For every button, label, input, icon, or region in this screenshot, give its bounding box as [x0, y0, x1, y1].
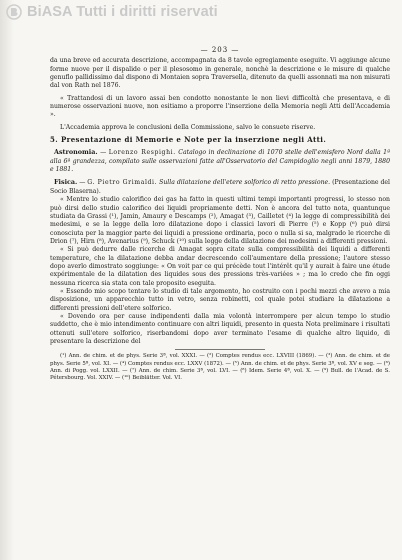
astronomia-dash: — [97, 149, 109, 157]
astronomia-author: Lorenzo Respighi. [108, 149, 176, 157]
footnotes: (¹) Ann. de chim. et de phys. Serie 3ª, vol. XXXI. — (²) Comptes rendus ecc. LXVIII (1869). — (³) Ann. de chim. et de phys. Serie 5ª, vol. XI. — (⁴) Comptes rendus ecc. LXXV (1872). — (⁵) Ann. de chim. et de phys. Serie 3ª, vol. XV e seg. — (⁶) Ann. di Pogg. vol. LXXII. — (⁷) Ann. de chim. Serie 3ª, vol. LVI. — (⁸) Idem. Serie 4ª, vol. X. — (⁹) Bull. de l'Acad. de S. Pétersbourg. Vol. XXIV. — (¹⁰) Beiblätter. Vol. VI. [50, 353, 390, 382]
entry-fisica [50, 178, 390, 196]
fisica-label: Fisica. [54, 178, 78, 187]
body-paragraph-4: « Dovendo ora per cause indipendenti dalla mia volontà interrompere per alcun tempo lo studio suddetto, che è mio intendimento continuare con altri liquidi, presento in questa Nota preliminare i risultati ottenuti sull'etere solforico, riserbandomi dopo aver terminato l'esame di qualche altro liquido, di presentare la descrizione del [50, 312, 390, 345]
entry-astronomia [50, 148, 390, 174]
body-paragraph-2: « Si può dedurre dalle ricerche di Amagat sopra citate sulla compressibilità dei liquidi a differenti temperature, che la dilatazione debba andar decrescendo coll'aumentare della pressione; l'autore stesso dopo averlo dimostrato soggiunge: « On voit par ce qui précède tout l'intérêt qu'il y aurait à faire une étude expérimentale de la dilatation des liquides sous des pressions très-variées » ; ma lo credo che fin oggi nessuna ricerca sia stata con tale proposito eseguita. [50, 246, 390, 287]
fisica-author: G. Pietro Grimaldi. [87, 179, 158, 187]
astronomia-label: Astronomia. [54, 148, 98, 157]
paragraph-commission-proposal: « Trattandosi di un lavoro assai ben condotto nonostante le non lievi difficoltà che presentava, e di numerose osservazioni nuove, non esitiamo a proporre l'inserzione della Memoria negli Atti dell'Accademia ». [50, 94, 390, 119]
fisica-presented: (Presentazione del Socio Blaserna). [50, 179, 391, 195]
body-paragraph-3: « Essendo mio scopo tentare lo studio di tale argomento, ho costruito con i pochi mezzi che avevo a mia disposizione, un apparecchio tutto in vetro, senza robinetti, col quale potei studiare la dilatazione a differenti pressioni dell'etere solforico. [50, 287, 390, 312]
fisica-dash: — [77, 179, 88, 187]
watermark-text: BiASA Tutti i diritti riservati [27, 4, 218, 20]
paragraph-approval: L'Accademia approva le conclusioni della Commissione, salvo le consuete riserve. [60, 123, 316, 131]
section-title: Presentazione di Memorie e Note per la inserzione negli Atti. [60, 135, 327, 145]
section-heading [50, 136, 390, 144]
scan-edge-shadow [0, 0, 14, 560]
document-page [50, 46, 390, 383]
watermark [6, 4, 218, 20]
biasa-logo-icon [6, 4, 22, 20]
footnote-rule [175, 349, 265, 350]
body-paragraph-1: « Mentre lo studio calorifico dei gas ha fatto in questi ultimi tempi importanti progressi, lo stesso non può dirsi dello studio calorifico dei liquidi propriamente detti. Non è ancora del tutto nota, quantunque studiata da Grassi (¹), Jamin, Amaury e Descamps (²), Amagat (³), Cailletet (⁴) la legge di compressibilità dei medesimi, e se la legge della loro dilatazione dopo i classici lavori di Pierre (⁵) e Kopp (⁶) può dirsi conosciuta per la maggior parte dei liquidi a pressione ordinaria, poco o nulla si sa, malgrado le ricerche di Drion (⁷), Hirn (⁸), Avenarius (⁹), Schuck (¹⁰) sulla legge della dilatazione dei medesimi a differenti pressioni. [50, 196, 390, 245]
paragraph-description: da una breve ed accurata descrizione, accompagnata da 8 tavole egregiamente eseguite. Vi aggiunge alcune forme nuove per il dispalide o per il plesosomo in generale, nonchè la descrizione e le misure di qualche genuflo pallidissimo dal dispono di Montaien sopra Traversella, ditenuto da quelli assonnati ma non misurati dal von Rath nel 1876. [50, 57, 390, 90]
page-number: — 203 — [200, 46, 240, 54]
fisica-title: Sulla dilatazione dell'etere solforico di retto pressione. [157, 179, 331, 187]
astronomia-title: Catalogo in declinazione di 1070 stelle dell'emisfero Nord dalla 1ª alla 6ª grandezza, compilato sulle osservazioni fatte all'Osservatorio del Campidoglio negli anni 1879, 1880 e 1881. [50, 149, 390, 174]
section-number: 5. [50, 135, 59, 145]
